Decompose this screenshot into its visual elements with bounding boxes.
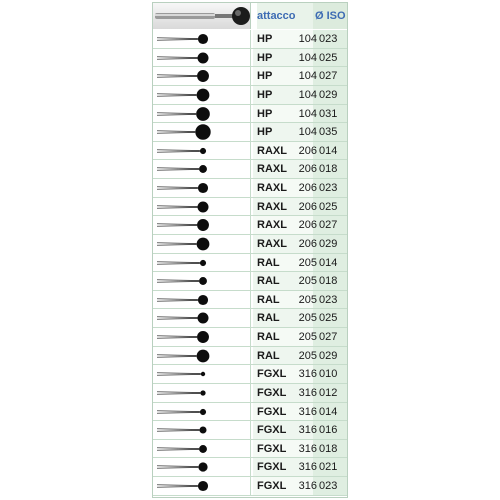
bur-drawing — [153, 272, 251, 290]
table-row — [153, 67, 347, 86]
shank-type: FGXL — [257, 480, 287, 492]
bur-drawing — [153, 347, 251, 365]
table-header — [153, 3, 347, 29]
shank-code: 206 — [298, 144, 317, 157]
bur-drawing — [153, 384, 251, 402]
bur-head-icon — [153, 216, 251, 234]
shank-type: RAL — [257, 275, 280, 288]
iso-size: 012 — [319, 386, 338, 399]
shank-code: 316 — [298, 368, 317, 381]
iso-size: 027 — [319, 70, 338, 83]
iso-size: 023 — [319, 182, 338, 194]
iso-size: 014 — [319, 256, 338, 269]
table-row — [153, 254, 347, 273]
iso-size: 016 — [319, 424, 338, 437]
bur-head-icon — [153, 123, 251, 141]
shank-type: HP — [257, 107, 273, 120]
iso-size: 029 — [319, 237, 338, 250]
shank-type: HP — [257, 126, 273, 139]
bur-head-icon — [153, 477, 251, 495]
shank-code: 206 — [298, 219, 317, 232]
table-row — [153, 440, 347, 459]
iso-size: 023 — [319, 293, 338, 306]
iso-size: 018 — [319, 163, 338, 176]
bur-drawing — [153, 254, 251, 272]
bur-drawing — [153, 291, 251, 309]
shank-code: 104 — [298, 88, 317, 101]
shank-type: FGXL — [257, 386, 287, 399]
bur-drawing — [153, 86, 251, 104]
bur-drawing — [153, 30, 251, 48]
bur-drawing — [153, 235, 251, 253]
table-row — [153, 30, 347, 49]
shank-type: RAL — [257, 293, 280, 306]
shank-code: 104 — [298, 126, 317, 139]
bur-head-icon — [153, 309, 251, 327]
shank-type: FGXL — [257, 405, 287, 418]
bur-head-icon — [153, 347, 251, 365]
shank-type: FGXL — [257, 424, 287, 437]
bur-head-icon — [153, 198, 251, 216]
iso-size: 021 — [319, 461, 338, 474]
table-row — [153, 179, 347, 198]
table-row — [153, 403, 347, 422]
table-row — [153, 123, 347, 142]
shank-code: 206 — [298, 163, 317, 176]
bur-drawing — [153, 142, 251, 160]
bur-photo-icon — [153, 3, 251, 29]
shank-type: RAXL — [257, 182, 287, 194]
shank-code: 316 — [298, 386, 317, 399]
iso-diameter-header: Ø ISO — [313, 3, 347, 29]
bur-drawing — [153, 123, 251, 141]
table-row — [153, 86, 347, 105]
shank-code: 206 — [298, 237, 317, 250]
shank-code: 104 — [298, 51, 317, 64]
table-row — [153, 235, 347, 254]
table-row — [153, 216, 347, 235]
bur-head-icon — [153, 403, 251, 421]
iso-size: 029 — [319, 88, 338, 101]
bur-head-icon — [153, 160, 251, 178]
bur-drawing — [153, 105, 251, 123]
bur-head-icon — [153, 254, 251, 272]
shank-code: 316 — [298, 424, 317, 437]
table-row — [153, 49, 347, 68]
shank-type: RAL — [257, 331, 280, 343]
shank-type: RAXL — [257, 163, 287, 176]
table-row — [153, 477, 347, 496]
iso-size: 023 — [319, 33, 338, 45]
bur-head-icon — [153, 458, 251, 476]
bur-head-icon — [153, 179, 251, 197]
shank-code: 316 — [298, 442, 317, 455]
shank-type: RAL — [257, 256, 280, 269]
bur-head-icon — [153, 49, 251, 67]
bur-drawing — [153, 49, 251, 67]
bur-drawing — [153, 179, 251, 197]
bur-drawing — [153, 198, 251, 216]
iso-size: 018 — [319, 442, 338, 455]
bur-head-icon — [153, 328, 251, 346]
iso-size: 018 — [319, 275, 338, 288]
shank-type: HP — [257, 51, 273, 64]
shank-code: 104 — [298, 33, 317, 45]
bur-head-icon — [153, 30, 251, 48]
shank-type: HP — [257, 70, 273, 83]
bur-catalog-table — [152, 2, 348, 498]
shank-code: 205 — [298, 275, 317, 288]
shank-type: RAXL — [257, 219, 287, 232]
bur-drawing — [153, 216, 251, 234]
iso-size: 035 — [319, 126, 338, 139]
iso-size: 010 — [319, 368, 338, 381]
iso-size: 014 — [319, 144, 338, 157]
bur-head-icon — [153, 421, 251, 439]
bur-head-icon — [153, 67, 251, 85]
table-body — [153, 30, 347, 496]
table-row — [153, 105, 347, 124]
iso-size: 023 — [319, 480, 338, 492]
connection-header: attacco — [257, 3, 313, 29]
bur-drawing — [153, 477, 251, 495]
table-row — [153, 328, 347, 347]
iso-size: 014 — [319, 405, 338, 418]
iso-size: 027 — [319, 219, 338, 232]
bur-drawing — [153, 309, 251, 327]
shank-type: RAXL — [257, 144, 287, 157]
shank-code: 316 — [298, 480, 317, 492]
shank-code: 206 — [298, 200, 317, 213]
shank-type: FGXL — [257, 368, 287, 381]
bur-drawing — [153, 458, 251, 476]
table-row — [153, 291, 347, 310]
table-row — [153, 272, 347, 291]
bur-drawing — [153, 160, 251, 178]
bur-head-icon — [153, 86, 251, 104]
table-row — [153, 421, 347, 440]
bur-drawing — [153, 421, 251, 439]
shank-type: RAXL — [257, 200, 287, 213]
iso-size: 025 — [319, 200, 338, 213]
bur-head-icon — [153, 365, 251, 383]
bur-drawing — [153, 403, 251, 421]
bur-head-icon — [153, 291, 251, 309]
iso-size: 027 — [319, 331, 338, 343]
shank-code: 205 — [298, 331, 317, 343]
bur-drawing — [153, 67, 251, 85]
iso-size: 031 — [319, 107, 338, 120]
shank-type: RAXL — [257, 237, 287, 250]
iso-size: 025 — [319, 312, 338, 325]
shank-code: 316 — [298, 461, 317, 474]
bur-drawing — [153, 440, 251, 458]
shank-code: 205 — [298, 349, 317, 362]
table-row — [153, 160, 347, 179]
table-row — [153, 365, 347, 384]
table-row — [153, 458, 347, 477]
table-row — [153, 142, 347, 161]
shank-type: HP — [257, 88, 273, 101]
table-row — [153, 309, 347, 328]
bur-head-icon — [153, 384, 251, 402]
bur-drawing — [153, 328, 251, 346]
shank-code: 206 — [298, 182, 317, 194]
table-row — [153, 347, 347, 366]
bur-drawing — [153, 365, 251, 383]
shank-code: 104 — [298, 107, 317, 120]
bur-head-icon — [153, 440, 251, 458]
shank-code: 316 — [298, 405, 317, 418]
shank-type: HP — [257, 33, 273, 45]
bur-head-icon — [153, 142, 251, 160]
table-row — [153, 198, 347, 217]
shank-type: RAL — [257, 349, 280, 362]
shank-type: FGXL — [257, 461, 287, 474]
shank-type: FGXL — [257, 442, 287, 455]
bur-head-icon — [153, 235, 251, 253]
shank-code: 205 — [298, 312, 317, 325]
product-photo — [153, 3, 251, 29]
table-row — [153, 384, 347, 403]
shank-type: RAL — [257, 312, 280, 325]
shank-code: 104 — [298, 70, 317, 83]
bur-head-icon — [153, 272, 251, 290]
bur-head-icon — [153, 105, 251, 123]
iso-size: 029 — [319, 349, 338, 362]
shank-code: 205 — [298, 256, 317, 269]
shank-code: 205 — [298, 293, 317, 306]
iso-size: 025 — [319, 51, 338, 64]
